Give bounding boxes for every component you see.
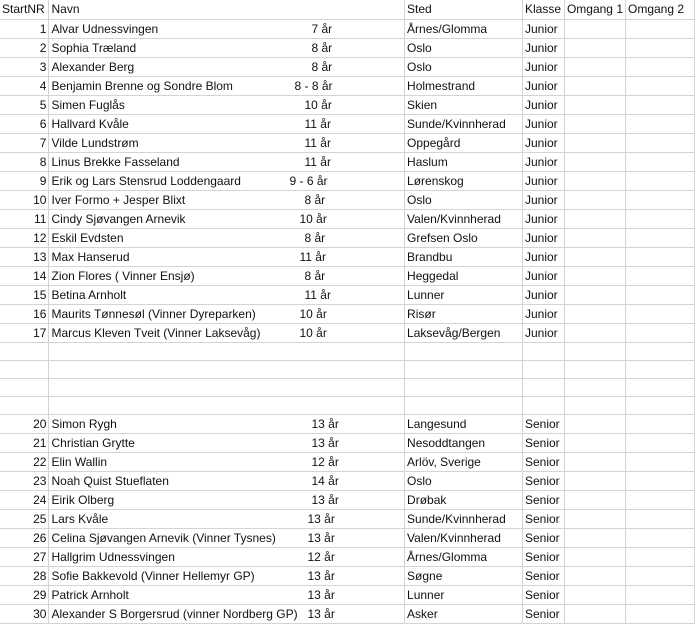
alder-text: 8 - 8 år <box>294 78 333 93</box>
klasse-cell[interactable]: Senior <box>522 547 564 566</box>
klasse-cell[interactable]: Junior <box>522 209 564 228</box>
sted-cell[interactable]: Valen/Kvinnherad <box>405 528 523 547</box>
klasse-cell[interactable]: Junior <box>522 266 564 285</box>
startnr-cell[interactable]: 7 <box>0 133 49 152</box>
sted-cell[interactable]: Oslo <box>405 471 523 490</box>
table-row <box>0 490 695 509</box>
sted-cell[interactable]: Årnes/Glomma <box>405 19 523 38</box>
sted-cell[interactable]: Grefsen Oslo <box>405 228 523 247</box>
omgang2-cell[interactable] <box>626 323 695 342</box>
startnr-cell[interactable] <box>0 396 49 414</box>
alder-text: 13 år <box>307 530 335 545</box>
omgang1-cell[interactable] <box>564 528 625 547</box>
navn-text: Vilde Lundstrøm <box>51 135 139 150</box>
omgang2-cell[interactable] <box>626 247 695 266</box>
navn-text: Sofie Bakkevold (Vinner Hellemyr GP) <box>51 568 255 583</box>
omgang2-cell[interactable] <box>626 19 695 38</box>
alder-text: 13 år <box>311 435 339 450</box>
alder-text: 10 år <box>299 211 327 226</box>
header-navn[interactable]: Navn <box>49 0 405 19</box>
table-row <box>0 152 695 171</box>
klasse-cell[interactable]: Junior <box>522 152 564 171</box>
alder-text: 11 år <box>304 116 331 131</box>
navn-text: Noah Quist Stueflaten <box>51 473 169 488</box>
sted-cell[interactable]: Lørenskog <box>405 171 523 190</box>
klasse-cell[interactable]: Junior <box>522 114 564 133</box>
omgang2-cell[interactable] <box>626 114 695 133</box>
table-row <box>0 585 695 604</box>
navn-cell[interactable] <box>49 152 405 171</box>
table-row <box>0 304 695 323</box>
startnr-cell[interactable]: 2 <box>0 38 49 57</box>
omgang1-cell[interactable] <box>564 190 625 209</box>
omgang2-cell[interactable] <box>626 452 695 471</box>
sted-cell[interactable] <box>405 360 523 378</box>
alder-text: 13 år <box>307 587 335 602</box>
navn-cell[interactable] <box>49 360 405 378</box>
klasse-cell[interactable]: Senior <box>522 604 564 623</box>
navn-cell[interactable] <box>49 247 405 266</box>
omgang2-cell[interactable] <box>626 585 695 604</box>
omgang1-cell[interactable] <box>564 471 625 490</box>
sted-cell[interactable]: Laksevåg/Bergen <box>405 323 523 342</box>
startnr-cell[interactable]: 28 <box>0 566 49 585</box>
navn-cell[interactable] <box>49 604 405 623</box>
table-row <box>0 57 695 76</box>
omgang2-cell[interactable] <box>626 133 695 152</box>
omgang2-cell[interactable] <box>626 396 695 414</box>
navn-cell[interactable] <box>49 133 405 152</box>
table-row <box>0 471 695 490</box>
navn-text: Eirik Olberg <box>51 492 115 507</box>
navn-cell[interactable] <box>49 57 405 76</box>
alder-text: 11 år <box>304 135 331 150</box>
navn-text: Maurits Tønnesøl (Vinner Dyreparken) <box>51 306 256 321</box>
startnr-cell[interactable]: 20 <box>0 414 49 433</box>
navn-text: Erik og Lars Stensrud Loddengaard <box>51 173 241 188</box>
omgang2-cell[interactable] <box>626 228 695 247</box>
omgang1-cell[interactable] <box>564 76 625 95</box>
navn-cell[interactable] <box>49 585 405 604</box>
navn-text: Betina Arnholt <box>51 287 127 302</box>
navn-text: Hallgrim Udnessvingen <box>51 549 175 564</box>
startnr-cell[interactable]: 16 <box>0 304 49 323</box>
navn-cell[interactable] <box>49 304 405 323</box>
startnr-cell[interactable]: 17 <box>0 323 49 342</box>
startnr-cell[interactable]: 22 <box>0 452 49 471</box>
omgang2-cell[interactable] <box>626 152 695 171</box>
table-row <box>0 509 695 528</box>
navn-cell[interactable] <box>49 19 405 38</box>
omgang1-cell[interactable] <box>564 604 625 623</box>
table-row <box>0 452 695 471</box>
omgang1-cell[interactable] <box>564 228 625 247</box>
omgang1-cell[interactable] <box>564 171 625 190</box>
omgang2-cell[interactable] <box>626 547 695 566</box>
omgang1-cell[interactable] <box>564 57 625 76</box>
table-row <box>0 228 695 247</box>
startnr-cell[interactable]: 9 <box>0 171 49 190</box>
startnr-cell[interactable]: 5 <box>0 95 49 114</box>
table-row <box>0 38 695 57</box>
klasse-cell[interactable]: Senior <box>522 528 564 547</box>
startnr-cell[interactable]: 23 <box>0 471 49 490</box>
navn-text: Max Hanserud <box>51 249 130 264</box>
table-row <box>0 285 695 304</box>
startnr-cell[interactable]: 6 <box>0 114 49 133</box>
klasse-cell[interactable]: Junior <box>522 228 564 247</box>
startnr-cell[interactable]: 15 <box>0 285 49 304</box>
navn-text: Linus Brekke Fasseland <box>51 154 180 169</box>
klasse-cell[interactable]: Junior <box>522 247 564 266</box>
navn-cell[interactable] <box>49 342 405 360</box>
sted-cell[interactable]: Asker <box>405 604 523 623</box>
omgang2-cell[interactable] <box>626 604 695 623</box>
sted-cell[interactable] <box>405 396 523 414</box>
omgang1-cell[interactable] <box>564 433 625 452</box>
klasse-cell[interactable]: Junior <box>522 285 564 304</box>
navn-text: Eskil Evdsten <box>51 230 124 245</box>
startnr-cell[interactable]: 3 <box>0 57 49 76</box>
navn-text: Zion Flores ( Vinner Ensjø) <box>51 268 195 283</box>
startnr-cell[interactable] <box>0 360 49 378</box>
sted-cell[interactable]: Sunde/Kvinnherad <box>405 114 523 133</box>
alder-text: 13 år <box>311 492 339 507</box>
navn-cell[interactable] <box>49 190 405 209</box>
klasse-cell[interactable] <box>522 342 564 360</box>
navn-text: Elin Wallin <box>51 454 108 469</box>
startnr-cell[interactable]: 11 <box>0 209 49 228</box>
table-row <box>0 528 695 547</box>
startnr-cell[interactable]: 24 <box>0 490 49 509</box>
navn-text: Christian Grytte <box>51 435 135 450</box>
klasse-cell[interactable]: Senior <box>522 566 564 585</box>
omgang1-cell[interactable] <box>564 414 625 433</box>
omgang2-cell[interactable] <box>626 566 695 585</box>
omgang1-cell[interactable] <box>564 360 625 378</box>
omgang2-cell[interactable] <box>626 342 695 360</box>
alder-text: 14 år <box>311 473 339 488</box>
navn-text: Sophia Træland <box>51 40 137 55</box>
navn-cell[interactable] <box>49 323 405 342</box>
alder-text: 11 år <box>299 249 326 264</box>
omgang2-cell[interactable] <box>626 378 695 396</box>
sted-cell[interactable]: Oslo <box>405 57 523 76</box>
navn-text: Alexander Berg <box>51 59 135 74</box>
klasse-cell[interactable]: Senior <box>522 471 564 490</box>
table-row <box>0 190 695 209</box>
klasse-cell[interactable]: Senior <box>522 452 564 471</box>
klasse-cell[interactable]: Senior <box>522 490 564 509</box>
startnr-cell[interactable]: 27 <box>0 547 49 566</box>
startnr-cell[interactable]: 26 <box>0 528 49 547</box>
navn-cell[interactable] <box>49 566 405 585</box>
navn-text: Lars Kvåle <box>51 511 109 526</box>
omgang1-cell[interactable] <box>564 209 625 228</box>
sted-cell[interactable]: Nesoddtangen <box>405 433 523 452</box>
sted-cell[interactable]: Arlöv, Sverige <box>405 452 523 471</box>
navn-cell[interactable] <box>49 414 405 433</box>
omgang2-cell[interactable] <box>626 433 695 452</box>
omgang1-cell[interactable] <box>564 378 625 396</box>
navn-cell[interactable] <box>49 433 405 452</box>
header-klasse[interactable]: Klasse <box>522 0 564 19</box>
sted-cell[interactable]: Skien <box>405 95 523 114</box>
startnr-cell[interactable] <box>0 342 49 360</box>
klasse-cell[interactable]: Junior <box>522 190 564 209</box>
klasse-cell[interactable] <box>522 360 564 378</box>
navn-text: Hallvard Kvåle <box>51 116 129 131</box>
omgang1-cell[interactable] <box>564 38 625 57</box>
alder-text: 10 år <box>299 306 327 321</box>
navn-text: Marcus Kleven Tveit (Vinner Laksevåg) <box>51 325 261 340</box>
navn-cell[interactable] <box>49 266 405 285</box>
sted-cell[interactable]: Oppegård <box>405 133 523 152</box>
omgang1-cell[interactable] <box>564 452 625 471</box>
omgang2-cell[interactable] <box>626 57 695 76</box>
alder-text: 13 år <box>307 568 335 583</box>
header-sted[interactable]: Sted <box>405 0 523 19</box>
table-row <box>0 266 695 285</box>
startnr-cell[interactable]: 10 <box>0 190 49 209</box>
alder-text: 12 år <box>307 549 335 564</box>
alder-text: 11 år <box>304 154 331 169</box>
omgang1-cell[interactable] <box>564 396 625 414</box>
navn-text: Iver Formo + Jesper Blixt <box>51 192 186 207</box>
startnr-cell[interactable]: 4 <box>0 76 49 95</box>
navn-cell[interactable] <box>49 509 405 528</box>
startnr-cell[interactable]: 25 <box>0 509 49 528</box>
alder-text: 13 år <box>311 416 339 431</box>
klasse-cell[interactable]: Junior <box>522 76 564 95</box>
alder-text: 9 - 6 år <box>289 173 328 188</box>
klasse-cell[interactable]: Junior <box>522 57 564 76</box>
sted-cell[interactable]: Lunner <box>405 285 523 304</box>
klasse-cell[interactable]: Senior <box>522 414 564 433</box>
klasse-cell[interactable]: Senior <box>522 585 564 604</box>
navn-cell[interactable] <box>49 471 405 490</box>
navn-cell[interactable] <box>49 76 405 95</box>
navn-cell[interactable] <box>49 452 405 471</box>
table-row <box>0 342 695 360</box>
startnr-cell[interactable]: 14 <box>0 266 49 285</box>
omgang2-cell[interactable] <box>626 209 695 228</box>
klasse-cell[interactable]: Junior <box>522 133 564 152</box>
sted-cell[interactable]: Oslo <box>405 190 523 209</box>
navn-text: Celina Sjøvangen Arnevik (Vinner Tysnes) <box>51 530 276 545</box>
omgang2-cell[interactable] <box>626 471 695 490</box>
klasse-cell[interactable]: Junior <box>522 19 564 38</box>
omgang2-cell[interactable] <box>626 76 695 95</box>
alder-text: 10 år <box>299 325 327 340</box>
omgang2-cell[interactable] <box>626 509 695 528</box>
klasse-cell[interactable] <box>522 396 564 414</box>
klasse-cell[interactable]: Junior <box>522 95 564 114</box>
table-row <box>0 360 695 378</box>
navn-cell[interactable] <box>49 171 405 190</box>
omgang1-cell[interactable] <box>564 547 625 566</box>
table-row <box>0 171 695 190</box>
sted-cell[interactable]: Oslo <box>405 38 523 57</box>
alder-text: 8 år <box>304 192 326 207</box>
table-row <box>0 396 695 414</box>
sted-cell[interactable]: Risør <box>405 304 523 323</box>
startnr-cell[interactable]: 1 <box>0 19 49 38</box>
sted-cell[interactable] <box>405 378 523 396</box>
sted-cell[interactable]: Sunde/Kvinnherad <box>405 509 523 528</box>
omgang1-cell[interactable] <box>564 152 625 171</box>
navn-cell[interactable] <box>49 285 405 304</box>
navn-text: Simen Fuglås <box>51 97 125 112</box>
navn-cell[interactable] <box>49 378 405 396</box>
startnr-cell[interactable]: 13 <box>0 247 49 266</box>
navn-cell[interactable] <box>49 95 405 114</box>
sted-cell[interactable]: Brandbu <box>405 247 523 266</box>
navn-text: Simon Rygh <box>51 416 117 431</box>
omgang2-cell[interactable] <box>626 38 695 57</box>
sted-cell[interactable]: Drøbak <box>405 490 523 509</box>
sted-cell[interactable]: Holmestrand <box>405 76 523 95</box>
table-row <box>0 133 695 152</box>
table-row <box>0 19 695 38</box>
omgang1-cell[interactable] <box>564 133 625 152</box>
navn-text: Benjamin Brenne og Sondre Blom <box>51 78 233 93</box>
omgang1-cell[interactable] <box>564 342 625 360</box>
table-row <box>0 76 695 95</box>
omgang1-cell[interactable] <box>564 247 625 266</box>
startnr-cell[interactable]: 29 <box>0 585 49 604</box>
navn-cell[interactable] <box>49 396 405 414</box>
table-row <box>0 547 695 566</box>
navn-cell[interactable] <box>49 209 405 228</box>
sted-cell[interactable]: Heggedal <box>405 266 523 285</box>
table-row <box>0 378 695 396</box>
alder-text: 8 år <box>304 268 326 283</box>
omgang2-cell[interactable] <box>626 190 695 209</box>
omgang2-cell[interactable] <box>626 95 695 114</box>
startnr-cell[interactable]: 30 <box>0 604 49 623</box>
klasse-cell[interactable]: Junior <box>522 171 564 190</box>
omgang2-cell[interactable] <box>626 171 695 190</box>
alder-text: 13 år <box>307 511 335 526</box>
omgang1-cell[interactable] <box>564 509 625 528</box>
klasse-cell[interactable]: Senior <box>522 509 564 528</box>
header-omgang1[interactable]: Omgang 1 <box>564 0 625 19</box>
alder-text: 11 år <box>304 287 331 302</box>
omgang1-cell[interactable] <box>564 114 625 133</box>
klasse-cell[interactable]: Junior <box>522 304 564 323</box>
omgang2-cell[interactable] <box>626 414 695 433</box>
table-row <box>0 566 695 585</box>
navn-cell[interactable] <box>49 528 405 547</box>
navn-text: Cindy Sjøvangen Arnevik <box>51 211 186 226</box>
table-row <box>0 604 695 623</box>
alder-text: 12 år <box>311 454 339 469</box>
navn-cell[interactable] <box>49 38 405 57</box>
header-startnr[interactable]: StartNR <box>0 0 49 19</box>
navn-text: Alexander S Borgersrud (vinner Nordberg GP) <box>51 606 298 621</box>
alder-text: 8 år <box>304 230 326 245</box>
alder-text: 7 år <box>311 21 333 36</box>
startnr-cell[interactable] <box>0 378 49 396</box>
sted-cell[interactable] <box>405 342 523 360</box>
startnr-cell[interactable]: 8 <box>0 152 49 171</box>
omgang1-cell[interactable] <box>564 266 625 285</box>
alder-text: 8 år <box>311 40 333 55</box>
omgang1-cell[interactable] <box>564 585 625 604</box>
navn-cell[interactable] <box>49 490 405 509</box>
table-row <box>0 323 695 342</box>
omgang2-cell[interactable] <box>626 490 695 509</box>
alder-text: 13 år <box>307 606 335 621</box>
sted-cell[interactable]: Årnes/Glomma <box>405 547 523 566</box>
table-row <box>0 114 695 133</box>
sted-cell[interactable]: Lunner <box>405 585 523 604</box>
klasse-cell[interactable]: Junior <box>522 323 564 342</box>
table-row <box>0 247 695 266</box>
klasse-cell[interactable]: Senior <box>522 433 564 452</box>
sted-cell[interactable]: Valen/Kvinnherad <box>405 209 523 228</box>
navn-cell[interactable] <box>49 114 405 133</box>
omgang1-cell[interactable] <box>564 566 625 585</box>
sted-cell[interactable]: Søgne <box>405 566 523 585</box>
table-row <box>0 414 695 433</box>
alder-text: 8 år <box>311 59 333 74</box>
omgang1-cell[interactable] <box>564 323 625 342</box>
omgang1-cell[interactable] <box>564 19 625 38</box>
omgang1-cell[interactable] <box>564 285 625 304</box>
startnr-cell[interactable]: 12 <box>0 228 49 247</box>
klasse-cell[interactable] <box>522 378 564 396</box>
navn-text: Patrick Arnholt <box>51 587 129 602</box>
omgang2-cell[interactable] <box>626 528 695 547</box>
startnr-cell[interactable]: 21 <box>0 433 49 452</box>
navn-cell[interactable] <box>49 228 405 247</box>
omgang1-cell[interactable] <box>564 304 625 323</box>
sted-cell[interactable]: Langesund <box>405 414 523 433</box>
sted-cell[interactable]: Haslum <box>405 152 523 171</box>
header-omgang2[interactable]: Omgang 2 <box>626 0 695 19</box>
table-row <box>0 433 695 452</box>
omgang1-cell[interactable] <box>564 490 625 509</box>
navn-text: Alvar Udnessvingen <box>51 21 159 36</box>
omgang1-cell[interactable] <box>564 95 625 114</box>
table-row <box>0 95 695 114</box>
omgang2-cell[interactable] <box>626 266 695 285</box>
table-row <box>0 209 695 228</box>
omgang2-cell[interactable] <box>626 285 695 304</box>
navn-cell[interactable] <box>49 547 405 566</box>
header-row <box>0 0 695 19</box>
omgang2-cell[interactable] <box>626 360 695 378</box>
klasse-cell[interactable]: Junior <box>522 38 564 57</box>
omgang2-cell[interactable] <box>626 304 695 323</box>
alder-text: 10 år <box>304 97 332 112</box>
